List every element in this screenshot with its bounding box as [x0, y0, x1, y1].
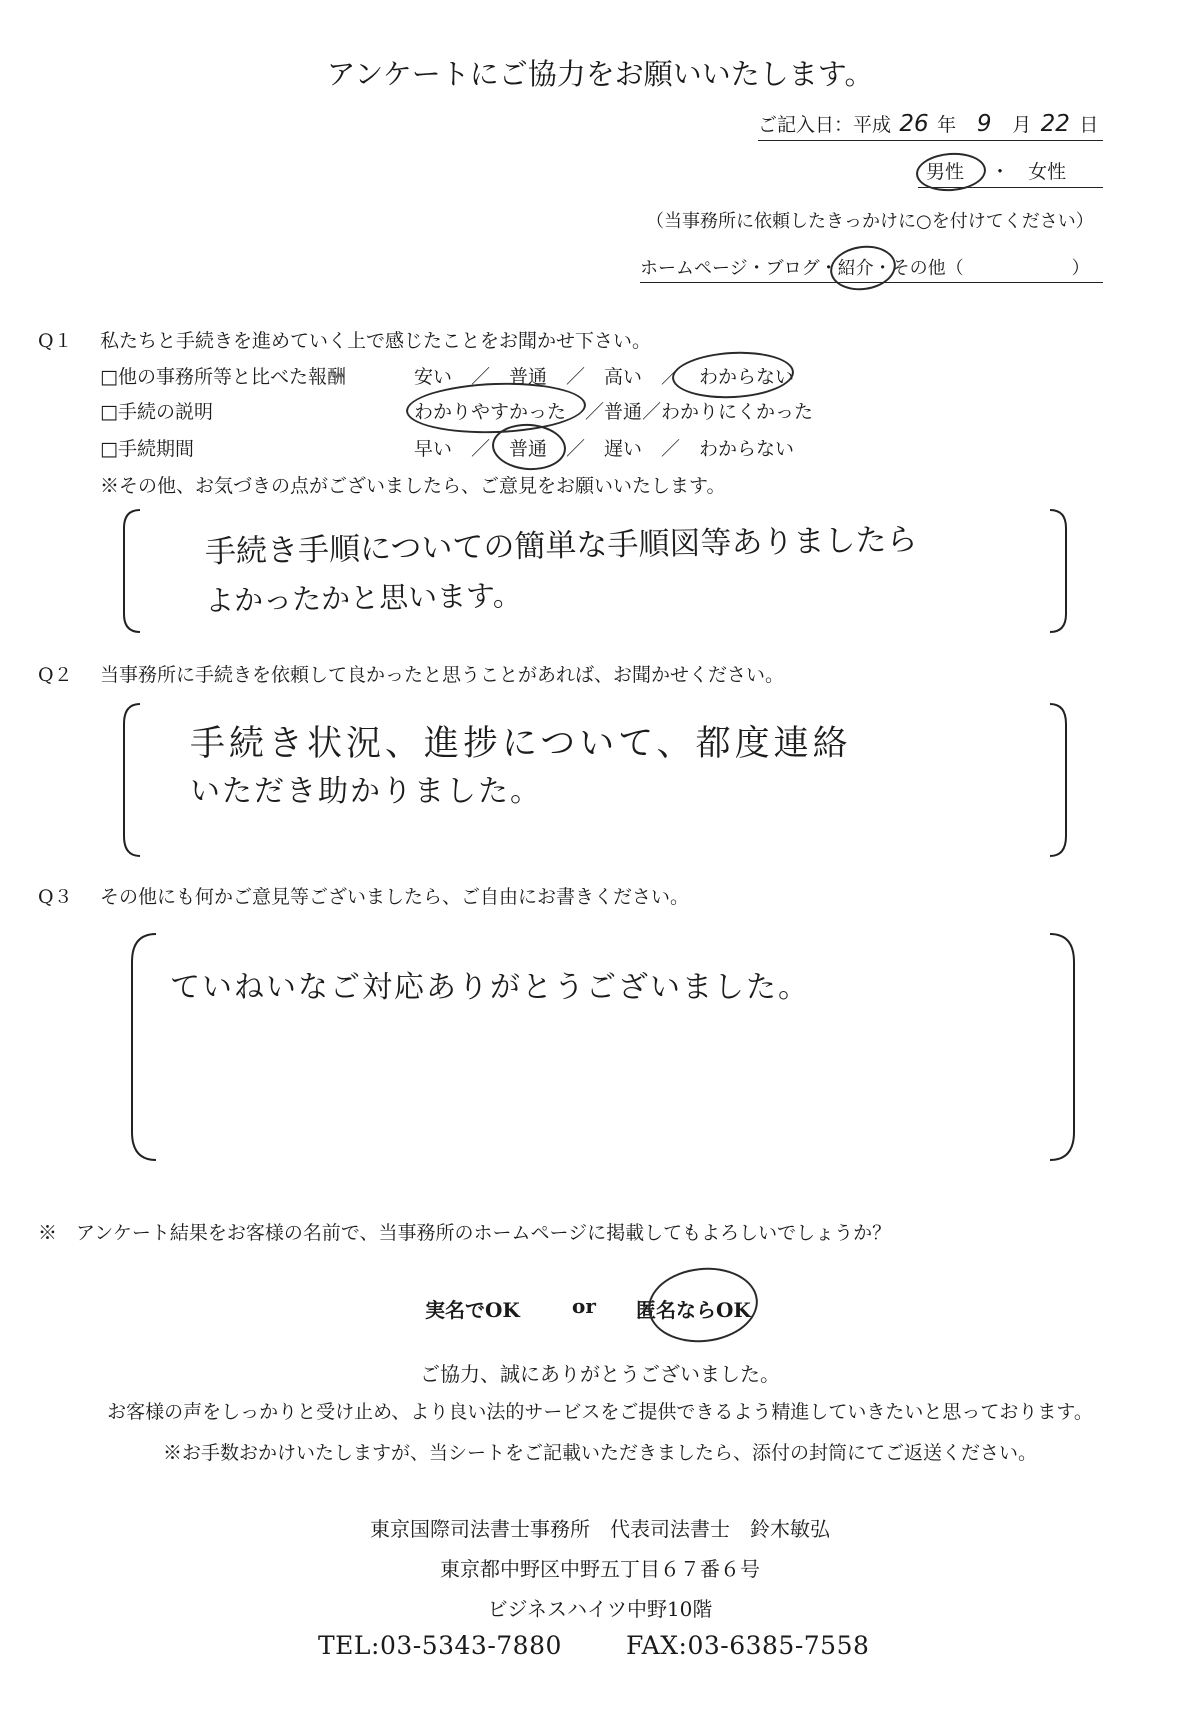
entry-date-year-unit: 年 [937, 114, 957, 136]
q2-question: 当事務所に手続きを依頼して良かったと思うことがあれば、お聞かせください。 [100, 664, 785, 686]
office-tel: TEL:03-5343-7880 [318, 1631, 562, 1660]
entry-date-month-unit: 月 [1012, 114, 1032, 136]
gender-separator: ・ [990, 161, 1010, 183]
q1-period-answer-circle [490, 421, 567, 472]
entry-date-day: 22 [1040, 111, 1070, 137]
q1-answer-line-2: よかったかと思います。 [204, 578, 522, 618]
office-fax: FAX:03-6385-7558 [626, 1631, 870, 1660]
q2-number: Q２ [38, 664, 73, 686]
q3-question: その他にも何かご意見等ございましたら、ご自由にお書きください。 [100, 886, 690, 908]
entry-date [758, 110, 1103, 141]
q1-row-fee-label: □他の事務所等と比べた報酬 [100, 366, 346, 388]
entry-date-month: 9 [976, 111, 992, 137]
gender-male: 男性 [925, 161, 964, 183]
publish-anonymous-circle [644, 1262, 761, 1347]
gender-female: 女性 [1028, 161, 1067, 183]
q1-note: ※その他、お気づきの点がございましたら、ご意見をお願いいたします。 [100, 475, 726, 497]
trigger-option-referral: 紹介 [837, 258, 874, 279]
entry-date-label: ご記入日：平成 [758, 114, 892, 136]
closing-message: お客様の声をしっかりと受け止め、より良い法的サービスをご提供できるよう精進していきたいと思っております。 [107, 1401, 1093, 1423]
trigger-option-web: ホームページ・ブログ・ [640, 258, 838, 279]
q1-fee-answer-circle [671, 349, 795, 401]
trigger-referral-circle [827, 242, 898, 295]
publish-question: ※ アンケート結果をお客様の名前で、当事務所のホームページに掲載してもよろしいでしょうか？ [38, 1222, 892, 1244]
publish-or: or [572, 1294, 596, 1318]
q1-number: Q１ [38, 330, 73, 352]
q2-answer-line-2: いただき助かりました。 [190, 774, 542, 809]
office-building: ビジネスハイツ中野10階 [487, 1597, 713, 1621]
q1-row-explanation-options: わかりやすかった ／普通／わかりにくかった [414, 401, 814, 423]
q1-row-fee-options: 安い ／ 普通 ／ 高い ／ わからない [414, 366, 795, 388]
entry-date-year: 26 [899, 111, 929, 137]
office-name: 東京国際司法書士事務所 代表司法書士 鈴木敏弘 [370, 1517, 830, 1541]
closing-thanks: ご協力、誠にありがとうございました。 [420, 1362, 780, 1386]
q1-question: 私たちと手続きを進めていく上で感じたことをお聞かせ下さい。 [100, 330, 652, 352]
q3-number: Q３ [38, 886, 73, 908]
trigger-option-other: ・その他（ ） [873, 258, 1090, 279]
entry-date-day-unit: 日 [1079, 114, 1099, 136]
publish-real-name: 実名でOK [425, 1298, 520, 1322]
q3-answer-line-1: ていねいなご対応ありがとうございました。 [170, 970, 810, 1005]
closing-return-note: ※お手数おかけいたしますが、当シートをご記載いただきましたら、添付の封筒にてご返送ください。 [162, 1442, 1037, 1464]
q2-answer-line-1: 手続き状況、進捗について、都度連絡 [190, 724, 852, 764]
page-title: アンケートにご協力をお願いいたします。 [326, 57, 874, 91]
q1-row-period-label: □手続期間 [100, 438, 194, 460]
trigger-instruction: （当事務所に依頼したきっかけに○を付けてください） [646, 211, 1094, 232]
publish-anonymous: 匿名ならOK [636, 1298, 751, 1322]
q1-answer-line-1: 手続き手順についての簡単な手順図等ありましたら [204, 521, 918, 571]
q1-row-explanation-label: □手続の説明 [100, 401, 213, 423]
office-address: 東京都中野区中野五丁目６７番６号 [440, 1557, 760, 1581]
q1-row-period-options: 早い ／ 普通 ／ 遅い ／ わからない [414, 438, 795, 460]
